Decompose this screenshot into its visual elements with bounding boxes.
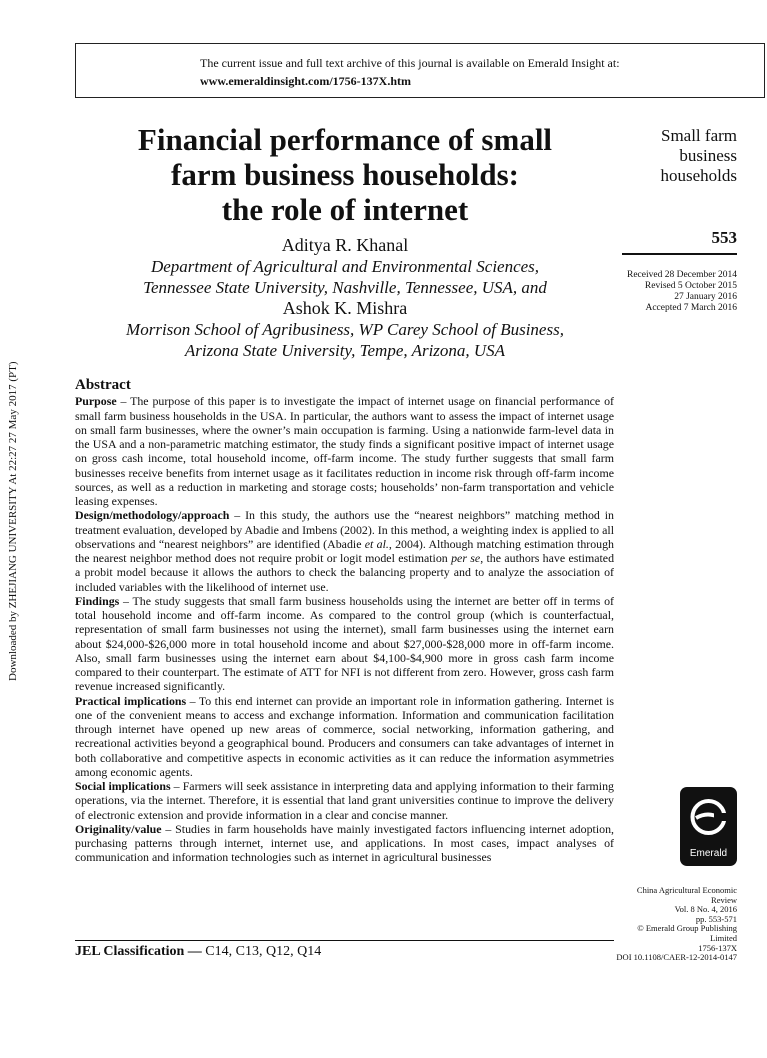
title-line: Financial performance of small [137,122,553,157]
journal-info-line: China Agricultural Economic [636,885,737,895]
section-text: , 2004). Although matching estimation through the nearest neighbor method does not require probit or logit model estimation [75,536,615,565]
section-text: – In this study, the authors use the “nearest neighbors” matching method in treatment evaluation, developed by Abadie and Imbens (2002). In this method, a weighting index is applied to all observations and “nearest neighbors” are identified (Abadie [75,508,614,551]
section-label: Social implications [75,779,171,793]
running-head [625,126,737,186]
journal-info-line: 1756-137X [698,942,737,953]
abstract-purpose [75,394,614,508]
author-name: Ashok K. Mishra [282,298,408,318]
running-head-line: households [660,166,737,185]
jel-codes: C14, C13, Q12, Q14 [201,944,322,959]
journal-info-line: Review [711,894,737,905]
section-label: Originality/value [75,821,162,836]
date-line: Accepted 7 March 2016 [645,303,737,313]
section-text: – Farmers will seek assistance in interpreting data and applying information to their farming operations, via the internet. Therefore, it is essential that land grant universities continue to improve the delivery of electronic extension and provide information in a clear and concise manner. [75,779,614,822]
banner-text: The current issue and full text archive of this journal is available on Emerald Insight at: [200,56,620,70]
section-text-italic: et al. [364,536,389,551]
logo-wordmark: Emerald [689,848,728,859]
running-head-line: business [679,146,737,165]
abstract-originality [75,822,614,865]
title-line: the role of internet [221,192,469,227]
section-label: Design/methodology/approach [75,508,230,523]
section-label: Practical implications [75,693,187,708]
page-number: 553 [711,228,737,247]
author-block [75,235,615,361]
jel-label: JEL Classification — [75,944,202,959]
emerald-logo-icon [680,787,737,847]
section-text: – To this end internet can provide an important role in information gathering. Internet is one of the convenient means to access and exchange information. Information and communication facilitation through internet have opened up new areas of commerce, social networking, information gathering, and recreational activities beyond a geographical bound. Producers and consumers can take advantages of internet in both collaborative and competitive aspects in economic activities as it can reduce the information asymmetries among economic agents. [75,693,614,779]
section-text: – Studies in farm households have mainly investigated factors influencing internet adoption, purchasing patterns through internet, internet use, and applications. In most cases, impact analyses of communication and information technologies such as internet in agricultural businesses [75,821,614,865]
journal-info-line: Vol. 8 No. 4, 2016 [674,904,737,915]
date-line: Received 28 December 2014 [627,270,737,280]
journal-info-line: © Emerald Group Publishing Limited [637,923,737,943]
jel-classification [75,944,321,960]
author-affiliation: Arizona State University, Tempe, Arizona, USA [184,341,506,360]
footer-rule [75,940,614,941]
section-text: – The study suggests that small farm business households using the internet are better off in terms of total household income and off-farm income. As compared to the control group (which is counterfactual, representation of small farm businesses not using the internet), small farm businesses using the internet earn about $24,000-$26,000 more in total household income and about $27,000-$28,000 more in off-farm income. Also, small farm businesses using the internet earn about $4,100-$4,900 more in gross cash farm income compared to their counterpart. The estimate of ATT for NFI is not different from zero. However, gross cash farm revenue increased significantly. [75,593,614,694]
abstract-practical [75,694,614,780]
access-banner [75,43,765,98]
author-affiliation: Tennessee State University, Nashville, Tennessee, USA, and [143,278,547,297]
margin-rule [622,253,737,255]
abstract-findings [75,594,614,694]
date-line: Revised 5 October 2015 [644,281,737,291]
date-line: 27 January 2016 [674,292,737,302]
article-title [75,122,615,227]
abstract-social [75,779,614,822]
banner-url[interactable]: www.emeraldinsight.com/1756-137X.htm [200,74,411,88]
journal-info-line: DOI 10.1108/CAER-12-2014-0147 [616,952,737,963]
title-line: farm business households: [171,157,519,192]
running-head-line: Small farm [660,126,737,145]
article-dates [610,270,737,314]
journal-info-line: pp. 553-571 [695,913,737,924]
section-text: – The purpose of this paper is to investigate the impact of internet usage on financial performance of small farm business households in the USA. In particular, the authors want to assess the impact of internet usage on small farm businesses, where the owner’s main occupation is farming. Using a nationwide farm-level data in the USA and a non-parametric matching estimator, the study finds a significant positive impact of internet usage on gross cash income, total household income, off-farm income. The study further suggests that small farm businesses receive benefits from internet usage as it facilitates reduction in income risk through off-farm income sources, as well as a reduction in marketing and storage costs; households’ non-farm transportation and vehicle leasing expenses. [75,394,614,508]
abstract-heading: Abstract [75,377,131,393]
section-text: , the authors have estimated a probit model because it allows the authors to check the balancing property and to analyze the association of included variables with the likelihood of internet use. [75,551,615,594]
journal-info [610,886,737,963]
author-affiliation: Morrison School of Agribusiness, WP Carey School of Business, [126,320,564,339]
author-name: Aditya R. Khanal [281,235,409,255]
section-label: Purpose [75,394,117,409]
section-label: Findings [75,593,120,608]
abstract [75,378,614,865]
emerald-logo [680,787,737,866]
abstract-design [75,508,614,594]
section-text-italic: per se [451,551,481,565]
download-stamp: Downloaded by ZHEJIANG UNIVERSITY At 22:27 27 May 2017 (PT) [7,361,19,681]
author-affiliation: Department of Agricultural and Environmental Sciences, [150,257,540,276]
